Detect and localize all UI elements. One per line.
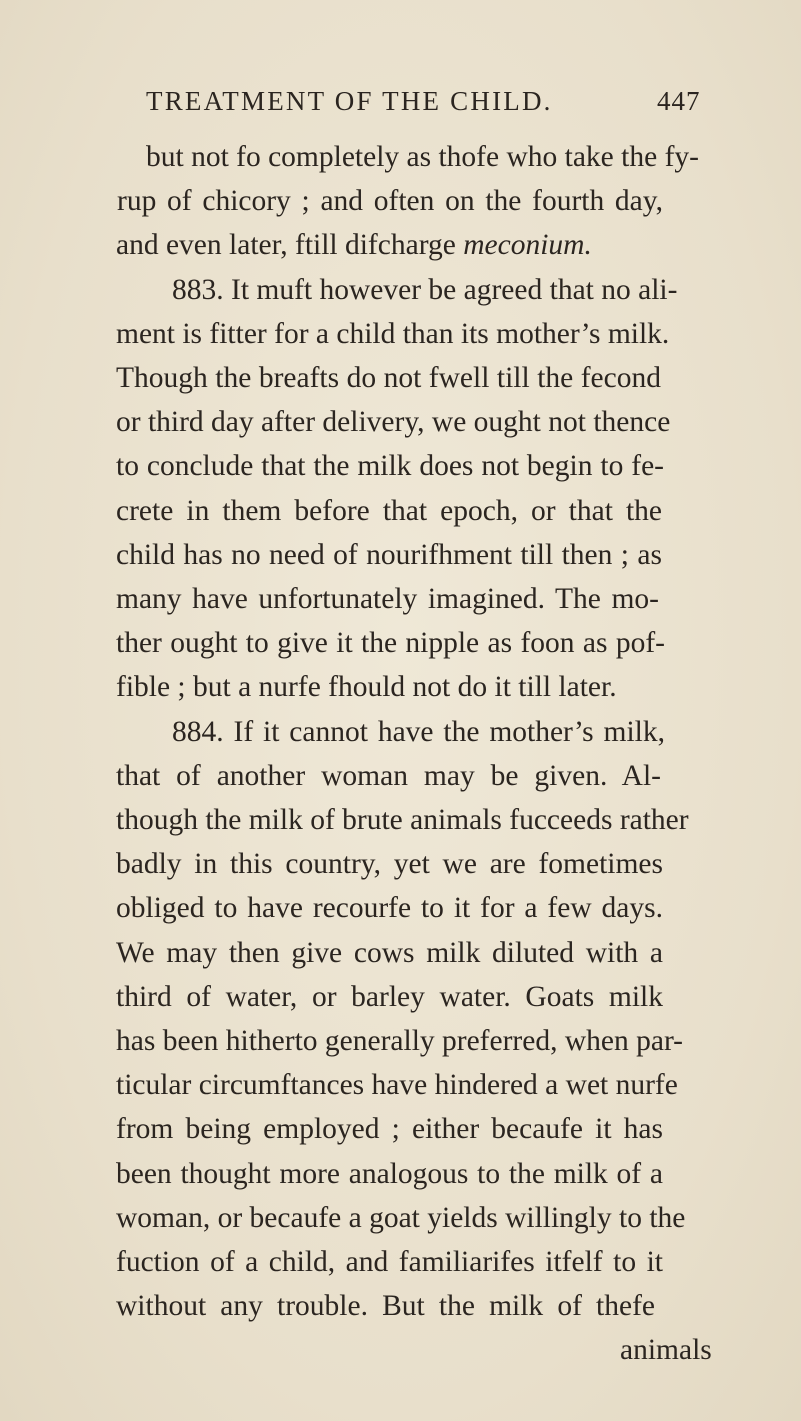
page-header — [0, 86, 801, 126]
text-line-19: We may then give cows milk diluted with a — [116, 936, 663, 969]
page-number: 447 — [657, 86, 701, 116]
text-line-25: woman, or becaufe a goat yields willingly to the — [116, 1201, 686, 1234]
text-line-1: but not fo completely as thofe who take the fy- — [146, 141, 699, 173]
text-line-20: third of water, or barley water. Goats milk — [116, 980, 663, 1013]
text-line-18: obliged to have recourfe to it for a few days. — [116, 892, 663, 925]
text-line-11: many have unfortunately imagined. The mo- — [116, 583, 659, 615]
text-line-13: fible ; but a nurfe fhould not do it till later. — [116, 671, 617, 704]
text-line-7: or third day after delivery, we ought not thence — [116, 406, 671, 439]
text-line-17: badly in this country, yet we are fometimes — [116, 848, 663, 881]
text-line-26: fuction of a child, and familiarifes itfelf to it — [116, 1246, 663, 1278]
text-line-27: without any trouble. But the milk of thefe — [116, 1290, 655, 1323]
text-line-21: has been hitherto generally preferred, when par- — [116, 1025, 684, 1057]
text-line-6: Though the breafts do not fwell till the fecond — [116, 362, 661, 394]
text-line-23: from being employed ; either becaufe it has — [116, 1113, 663, 1146]
text-line-24: been thought more analogous to the milk of a — [116, 1157, 663, 1190]
italic-meconium: meconium. — [463, 229, 592, 262]
text-line-3-roman: and even later, ftill difcharge — [116, 229, 464, 262]
text-line-3 — [116, 223, 592, 267]
text-line-12: ther ought to give it the nipple as foon as pof- — [116, 627, 665, 660]
text-line-9: crete in them before that epoch, or that the — [116, 494, 662, 527]
catchword: animals — [620, 1334, 712, 1367]
text-line-15: that of another woman may be given. Al- — [116, 759, 661, 792]
paragraph-883-start: 883. It muft however be agreed that no ali- — [172, 273, 678, 306]
text-line-8: to conclude that the milk does not begin to fe- — [116, 450, 664, 483]
running-head: TREATMENT OF THE CHILD. — [146, 86, 553, 116]
paragraph-884-start: 884. If it cannot have the mother’s milk, — [172, 715, 665, 748]
text-line-10: child has no need of nourifhment till then ; as — [116, 538, 662, 571]
text-line-16: though the milk of brute animals fucceeds rather — [116, 804, 689, 836]
text-line-2: rup of chicory ; and often on the fourth day, — [117, 185, 663, 218]
text-line-5: ment is fitter for a child than its mother’s milk. — [116, 317, 670, 350]
text-line-22: ticular circumftances have hindered a wet nurfe — [116, 1069, 678, 1102]
